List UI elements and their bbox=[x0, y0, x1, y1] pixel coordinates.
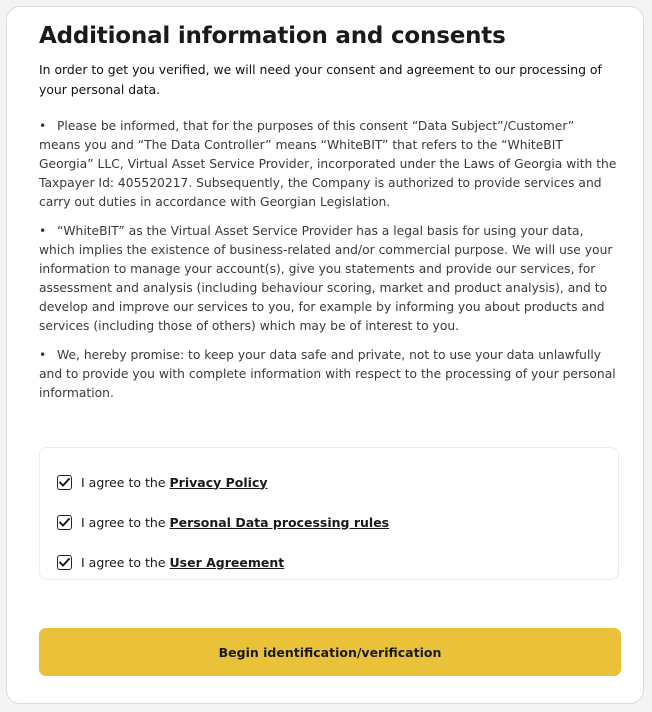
agreements-box bbox=[39, 447, 619, 580]
consent-paragraph bbox=[39, 346, 619, 403]
user-agreement-link[interactable]: User Agreement bbox=[169, 554, 285, 570]
bullet-icon: • bbox=[39, 224, 47, 238]
check-icon bbox=[59, 518, 70, 527]
agreement-user-agreement bbox=[57, 542, 618, 582]
agreement-label: I agree to the bbox=[81, 474, 166, 490]
privacy-policy-checkbox[interactable] bbox=[57, 475, 72, 490]
agreement-label: I agree to the bbox=[81, 514, 166, 530]
user-agreement-checkbox[interactable] bbox=[57, 555, 72, 570]
bullet-icon: • bbox=[39, 348, 47, 362]
intro-text: In order to get you verified, we will need your consent and agreement to our processing of your personal data. bbox=[39, 62, 602, 97]
consent-paragraph-text: Please be informed, that for the purposes of this consent “Data Subject”/Customer” means you and “The Data Controller” means “WhiteBIT” that refers to the “WhiteBIT Georgia” LLC, Virtual Asset Service Provider, incorporated under the Laws of Georgia with the Taxpayer Id: 405520217. Subsequently, the Company is authorized to provide services and carry out duties in accordance with Georgian Legislation. bbox=[39, 119, 617, 209]
agreement-personal-data-rules bbox=[57, 502, 618, 542]
personal-data-rules-link[interactable]: Personal Data processing rules bbox=[169, 514, 390, 530]
agreement-label: I agree to the bbox=[81, 554, 166, 570]
privacy-policy-link[interactable]: Privacy Policy bbox=[169, 474, 268, 490]
check-icon bbox=[59, 558, 70, 567]
personal-data-rules-checkbox[interactable] bbox=[57, 515, 72, 530]
agreement-privacy-policy bbox=[57, 462, 618, 502]
consent-card bbox=[6, 6, 644, 704]
begin-verification-button[interactable]: Begin identification/verification bbox=[39, 628, 621, 676]
bullet-icon: • bbox=[39, 119, 47, 133]
consent-paragraph-text: “WhiteBIT” as the Virtual Asset Service Provider has a legal basis for using your data, which implies the existence of business-related and/or commercial purpose. We will use your information to manage your account(s), give you statements and provide our services, for assessment and analysis (including behaviour scoring, market and product analysis), and to develop and improve our services to you, for example by informing you about products and services (including those of others) which may be of interest to you. bbox=[39, 224, 613, 333]
consent-text-list bbox=[39, 117, 619, 413]
consent-paragraph bbox=[39, 222, 619, 336]
page-title: Additional information and consents bbox=[39, 23, 506, 49]
check-icon bbox=[59, 478, 70, 487]
consent-paragraph-text: We, hereby promise: to keep your data safe and private, not to use your data unlawfully and to provide you with complete information with respect to the processing of your personal information. bbox=[39, 348, 616, 400]
consent-paragraph bbox=[39, 117, 619, 212]
